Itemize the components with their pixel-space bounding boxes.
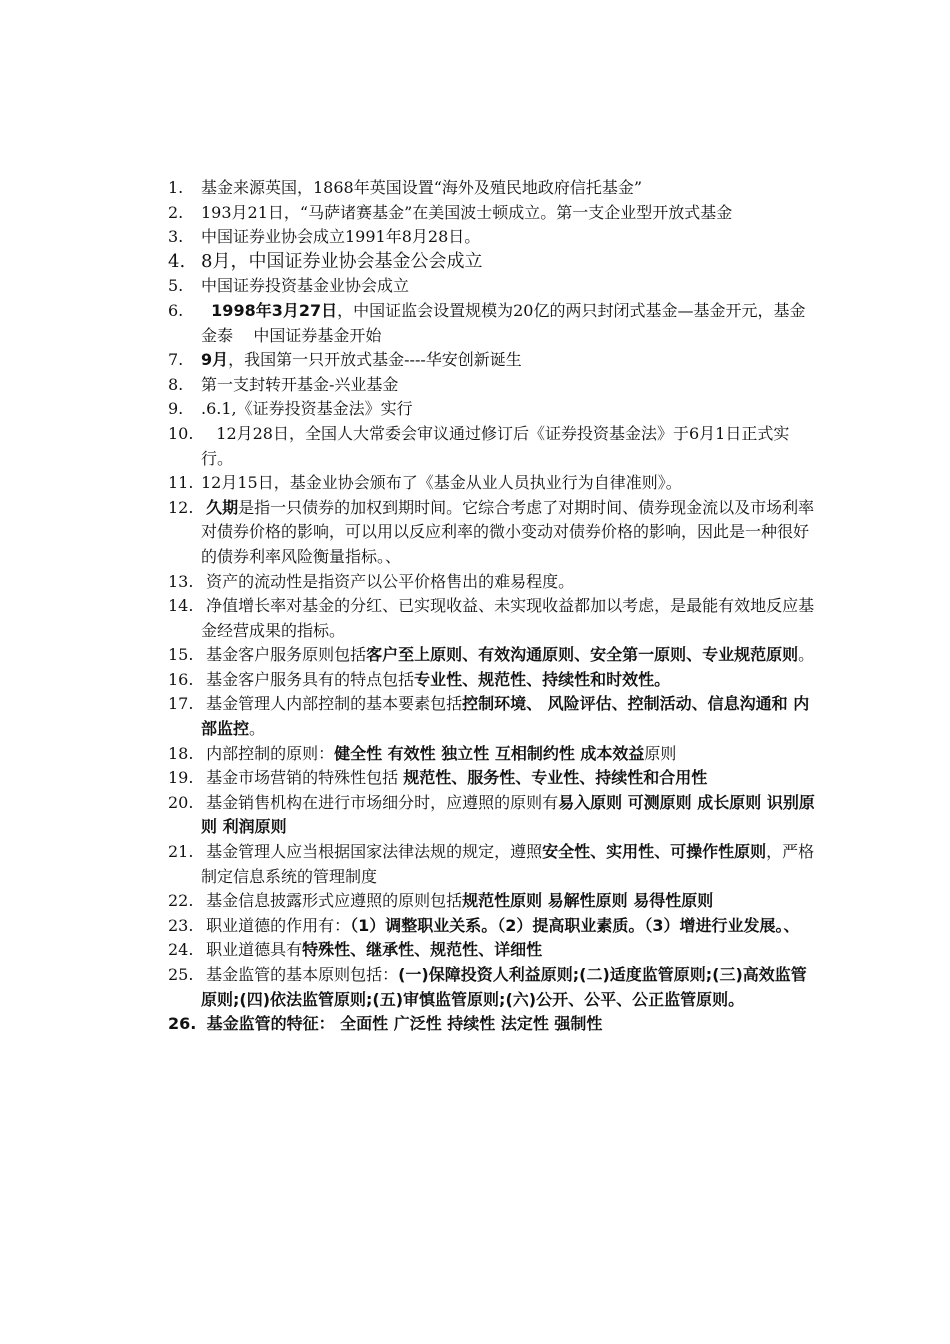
list-item-text [201,692,818,741]
list-item-number: 3. [168,227,184,247]
plain-text: 中国证券投资基金业协会成立 [201,276,410,296]
list-item [168,791,818,840]
list-item-text [201,471,818,496]
bold-text: 久期 [206,497,239,517]
plain-text: 基金管理人应当根据国家法律法规的规定，遵照 [201,842,543,862]
list-item-number: 15. [168,645,194,665]
list-item-text [201,397,818,422]
list-item-number: 2. [168,202,184,222]
plain-text: 净值增长率对基金的分红、已实现收益、未实现收益都加以考虑，是最能有效地反应基金经营成果的指标。 [201,596,815,640]
list-item-number: 14. [168,596,194,616]
plain-text: 基金信息披露形式应遵照的原则包括 [201,891,463,911]
plain-text: 职业道德的作用有： [201,915,351,935]
plain-text: 基金客户服务具有的特点包括 [201,669,415,689]
bold-text: 规范性、服务性、专业性、持续性和合用性 [403,768,708,788]
plain-text: 。 [249,719,266,739]
list-item-number: 19. [168,768,194,788]
plain-text [201,301,211,320]
list-item-number: 1. [168,178,184,197]
list-item-text [201,1012,818,1037]
list-item [168,840,818,889]
bold-text: 特殊性、继承性、规范性、详细性 [302,940,543,960]
list-item-text [201,348,818,373]
list-item-number: 4. [168,250,186,272]
plain-text: 基金市场营销的特殊性包括 [201,768,404,788]
list-item-number: 5. [168,276,184,296]
list-item [168,471,818,496]
list-item-text [201,299,818,348]
list-item [168,938,818,963]
list-item-number: 18. [168,743,194,763]
bold-text: 基金监管的特征： 全面性 广泛性 持续性 法定性 强制性 [201,1014,603,1034]
plain-text: 第一支封转开基金-兴业基金 [201,374,399,394]
list-item [168,570,818,595]
plain-text: 12月28日，全国人大常委会审议通过修订后《证券投资基金法》于6月1日正式实行。 [201,423,790,468]
bold-text: 安全性、实用性、可操作性原则 [542,842,767,862]
list-item-number: 7. [168,350,184,370]
plain-text: 是指一只债券的加权到期时间。它综合考虑了对期时间、债券现金流以及市场利率对债券价格的影响，可以用以反应利率的微小变动对债券价格的影响，因此是一种很好的债券利率风险衡量指标。、 [201,497,815,566]
bold-text: 专业性、规范性、持续性和时效性。 [414,669,671,689]
plain-text: 基金销售机构在进行市场细分时，应遵照的原则有 [201,792,559,812]
list-item-text [201,274,818,299]
bold-text: (一)保障投资人利益原则;(二)适度监管原则;(三)高效监管原则;(四)依法监管原则;(五)审慎监管原则;(六)公开、公平、公正监管原则。 [201,965,807,1009]
list-item-text [201,201,818,226]
bold-text: 健全性 有效性 独立性 互相制约性 成本效益 [334,743,645,763]
plain-text: 原则 [644,743,677,763]
list-item-text [201,570,818,595]
list-item-text [201,225,818,250]
list-item-text [201,668,818,693]
list-item [168,889,818,914]
plain-text: 12月15日，基金业协会颁布了《基金从业人员执业行为自律准则》。 [201,473,682,493]
plain-text: 8月，中国证券业协会基金公会成立 [201,250,483,272]
plain-text: .6.1,《证券投资基金法》实行 [201,399,413,419]
list-item [168,742,818,767]
bold-text: 9月 [201,350,229,370]
bold-text: 易入原则 可测原则 成长原则 识别原则 利润原则 [201,792,815,837]
plain-text: 。 [798,645,815,665]
list-item [168,766,818,791]
list-item-number: 6. [168,300,184,320]
list-item-number: 11. [168,473,194,493]
list-item [168,963,818,1012]
list-item [168,348,818,373]
list-item [168,1012,818,1037]
list-item-text [201,791,818,840]
list-item-text [201,840,818,889]
list-item-text [201,889,818,914]
list-item [168,397,818,422]
plain-text: 中国证券业协会成立1991年8月28日。 [201,227,481,247]
list-item-text [201,176,818,201]
list-item-text [201,766,818,791]
list-item-number: 22. [168,891,194,911]
list-item-number: 9. [168,399,184,419]
plain-text: ，中国证监会设置规模为20亿的两只封闭式基金—基金开元，基金金泰 中国证券基金开始 [201,300,806,345]
list-item-text [201,914,818,939]
numbered-list [168,176,818,1037]
list-item-number: 17. [168,694,194,714]
list-item-number: 12. [168,497,194,517]
plain-text: 基金客户服务原则包括 [201,645,367,665]
list-item-text [201,250,818,275]
list-item-text [201,422,818,471]
list-item-number: 23. [168,915,194,935]
list-item-text [201,594,818,643]
plain-text: ，我国第一只开放式基金----华安创新诞生 [228,350,522,370]
plain-text: 资产的流动性是指资产以公平价格售出的难易程度。 [201,571,575,591]
list-item-text [201,373,818,398]
plain-text: 基金监管的基本原则包括： [201,965,399,984]
plain-text: 内部控制的原则： [201,743,335,763]
list-item [168,274,818,299]
plain-text: ，严格制定信息系统的管理制度 [201,842,815,886]
list-item-text [201,742,818,767]
plain-text: 基金管理人内部控制的基本要素包括 [201,694,463,714]
list-item [168,373,818,398]
list-item-number: 10. [168,423,194,443]
list-item [168,201,818,226]
list-item-number: 16. [168,669,194,689]
list-item [168,643,818,668]
plain-text: 基金来源英国，1868年英国设置“海外及殖民地政府信托基金” [201,178,643,197]
bold-text: 规范性原则 易解性原则 易得性原则 [462,891,714,911]
list-item [168,225,818,250]
list-item-number: 25. [168,965,194,984]
list-item [168,692,818,741]
bold-text: 客户至上原则、有效沟通原则、安全第一原则、专业规范原则 [366,645,799,665]
list-item [168,668,818,693]
plain-text: 193月21日，“马萨诸赛基金”在美国波士顿成立。第一支企业型开放式基金 [201,202,733,222]
bold-text: 控制环境、 风险评估、控制活动、信息沟通和 内部监控 [201,694,810,739]
list-item [168,594,818,643]
list-item [168,250,818,275]
list-item-number: 21. [168,842,194,862]
list-item-text [201,938,818,963]
bold-text: （1）调整职业关系。（2）提高职业素质。（3）增进行业发展。、 [350,915,800,935]
list-item-text [201,643,818,668]
list-item [168,299,818,348]
bold-text: 1998年3月27日 [211,300,338,320]
list-item-text [201,496,818,570]
list-item-number: 8. [168,374,184,394]
list-item-number: 24. [168,940,194,960]
list-item [168,422,818,471]
list-item [168,914,818,939]
plain-text: 职业道德具有 [201,940,303,960]
list-item [168,176,818,201]
list-item-number: 13. [168,571,194,591]
list-item-number: 26. [168,1014,197,1034]
list-item-number: 20. [168,792,194,812]
list-item-text [201,963,818,1012]
list-item [168,496,818,570]
